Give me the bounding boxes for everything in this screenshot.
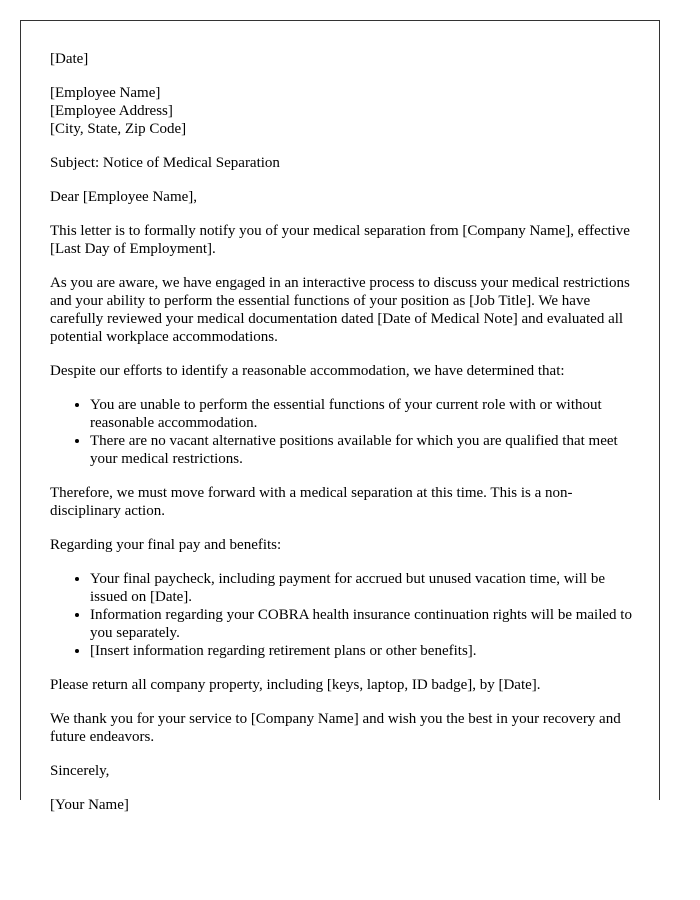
paragraph-interactive-process: As you are aware, we have engaged in an interactive process to discuss your medical restrictions and your ability to perform the essential functions of your position as [Job Title]. We have carefully reviewed your medical documentation dated [Date of Medical Note] and evaluated all potential workplace accommodations. bbox=[50, 275, 630, 345]
determination-item: • You are unable to perform the essential functions of your current role with or without reasonable accommodation. bbox=[90, 396, 635, 432]
recipient-address: [Employee Address] bbox=[50, 103, 173, 119]
pay-benefits-item: • Your final paycheck, including payment for accrued but unused vacation time, will be issued on [Date]. bbox=[90, 570, 635, 606]
paragraph-property-return: Please return all company property, including [keys, laptop, ID badge], by [Date]. bbox=[50, 677, 541, 693]
pay-benefits-item: • Information regarding your COBRA health insurance continuation rights will be mailed to you separately. bbox=[90, 606, 635, 642]
signature-name: [Your Name] bbox=[50, 797, 129, 813]
letter-salutation: Dear [Employee Name], bbox=[50, 189, 198, 205]
paragraph-notification: This letter is to formally notify you of your medical separation from [Company Name], effective [Last Day of Employment]. bbox=[50, 223, 630, 257]
determination-item: • There are no vacant alternative positions available for which you are qualified that meet your medical restrictions. bbox=[90, 432, 635, 468]
paragraph-determination-intro: Despite our efforts to identify a reasonable accommodation, we have determined that: bbox=[50, 363, 565, 379]
recipient-address-block bbox=[50, 84, 635, 138]
letter-closing: Sincerely, bbox=[50, 763, 110, 779]
recipient-name: [Employee Name] bbox=[50, 85, 161, 101]
pay-benefits-item: • [Insert information regarding retirement plans or other benefits]. bbox=[90, 642, 635, 660]
recipient-city-state-zip: [City, State, Zip Code] bbox=[50, 121, 187, 137]
letter-date: [Date] bbox=[50, 51, 89, 67]
determination-list bbox=[50, 396, 635, 468]
letter-page bbox=[20, 20, 660, 813]
letter-body bbox=[50, 50, 635, 830]
paragraph-pay-benefits-intro: Regarding your final pay and benefits: bbox=[50, 537, 282, 553]
paragraph-separation-statement: Therefore, we must move forward with a medical separation at this time. This is a non-disciplinary action. bbox=[50, 485, 573, 519]
letter-subject: Subject: Notice of Medical Separation bbox=[50, 155, 280, 171]
pay-benefits-list bbox=[50, 570, 635, 660]
paragraph-thanks: We thank you for your service to [Company Name] and wish you the best in your recovery and future endeavors. bbox=[50, 711, 621, 745]
